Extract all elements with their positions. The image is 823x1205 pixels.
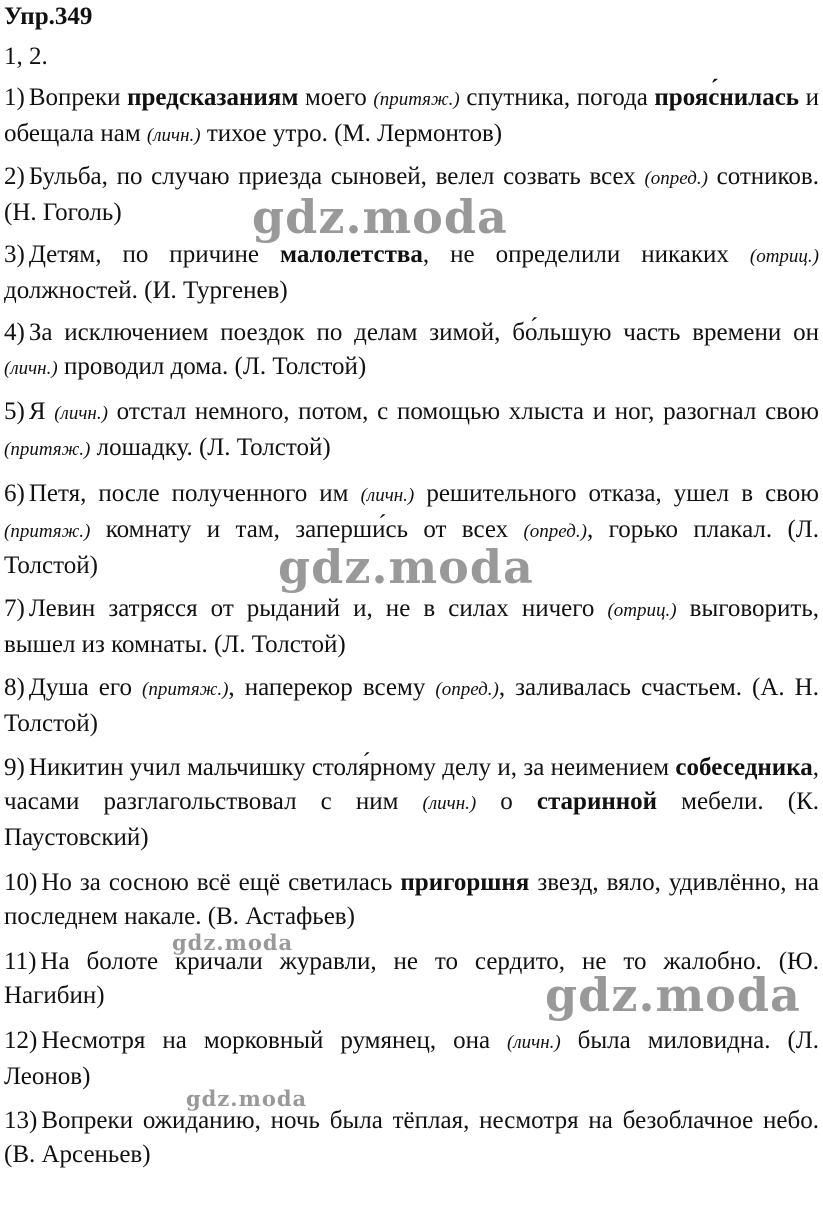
watermark-logo: gdz.moda xyxy=(252,190,508,244)
text: Вопреки ожиданию, ночь была тёплая, несмотря на безоблачное небо. (В. Арсеньев) xyxy=(4,1107,819,1168)
text: , не определили никаких xyxy=(422,241,750,268)
pronoun-note: (притяж.) xyxy=(4,439,91,460)
sentence-number: 12) xyxy=(4,1027,38,1054)
sentence-8 xyxy=(4,671,819,741)
sentence-13 xyxy=(4,1104,819,1172)
sentence-number: 3) xyxy=(4,241,25,268)
sentence-number: 6) xyxy=(4,480,25,507)
sentence-number: 1) xyxy=(4,84,25,111)
text: мебели. (К. Паустовский) xyxy=(4,788,820,851)
pronoun-note: (личн.) xyxy=(146,125,201,146)
pronoun-note: (личн.) xyxy=(54,403,108,424)
sentence-number: 2) xyxy=(4,163,25,190)
sentence-number: 13) xyxy=(4,1107,38,1134)
exercise-title: Упр.349 xyxy=(4,3,93,30)
watermark-logo: gdz.moda xyxy=(278,540,534,594)
sentence-1 xyxy=(4,81,819,153)
text: звезд, вяло, удивлённо, на последнем накале. (В. Астафьев) xyxy=(4,869,819,930)
text: Душа его xyxy=(28,674,143,701)
sentence-10 xyxy=(4,866,819,934)
sentence-3 xyxy=(4,238,819,308)
sentence-7 xyxy=(4,592,819,662)
pronoun-note: (личн.) xyxy=(422,793,477,814)
text: На болоте кричали журавли, не то сердито, не то жалобно. (Ю. Нагибин) xyxy=(4,948,819,1009)
sentence-number: 11) xyxy=(4,948,37,975)
text: и обещала нам xyxy=(4,84,819,147)
bold-word: пригоршня xyxy=(400,869,530,896)
text: отстал немного, потом, с помощью хлыста и ног, разогнал свою xyxy=(107,398,819,425)
sentence-5 xyxy=(4,395,819,467)
text: Детям, по причине xyxy=(28,241,280,268)
pronoun-note: (опред.) xyxy=(523,521,587,542)
text: спутника, погода xyxy=(459,84,655,111)
sentence-2 xyxy=(4,160,819,230)
sentence-11 xyxy=(4,945,819,1013)
text: , часами разглагольствовал с ним xyxy=(4,754,819,815)
text: Я xyxy=(28,398,55,425)
sentence-12 xyxy=(4,1024,819,1094)
text: была миловидна. (Л. Леонов) xyxy=(4,1027,820,1090)
sentence-4 xyxy=(4,316,819,386)
text: о xyxy=(476,788,537,815)
watermark-logo: gdz.moda xyxy=(172,930,294,955)
pronoun-note: (опред.) xyxy=(644,168,708,189)
bold-word: предсказаниям xyxy=(127,84,299,111)
pronoun-note: (притяж.) xyxy=(142,679,229,700)
exercise-subtitle: 1, 2. xyxy=(4,43,48,70)
sentence-number: 10) xyxy=(4,869,38,896)
text: , заливалась счастьем. (А. Н. Толстой) xyxy=(4,674,819,737)
bold-word: малолетства xyxy=(280,241,423,268)
pronoun-note: (притяж.) xyxy=(4,521,91,542)
bold-word: прояс ´нилась xyxy=(654,84,799,111)
sentence-6 xyxy=(4,477,819,583)
text: проводил дома. (Л. Толстой) xyxy=(57,353,367,380)
watermark-logo: gdz.moda xyxy=(186,1086,308,1111)
text: комнату и там, заперши́сь от всех xyxy=(90,516,524,543)
text: Вопреки xyxy=(28,84,128,111)
watermark-logo: gdz.moda xyxy=(545,968,801,1022)
text: Несмотря на морковный румянец, она xyxy=(41,1027,508,1054)
text: решительного отказа, ушел в свою xyxy=(414,480,819,507)
text: тихое утро. (М. Лермонтов) xyxy=(200,120,503,147)
text: Левин затрясся от рыданий и, не в силах ничего xyxy=(28,595,608,622)
text: , наперекор всему xyxy=(228,674,436,701)
pronoun-note: (опред.) xyxy=(435,679,499,700)
pronoun-note: (притяж.) xyxy=(373,89,460,110)
text: , горько плакал. (Л. Толстой) xyxy=(4,516,819,579)
sentence-9 xyxy=(4,751,819,855)
text: лошадку. (Л. Толстой) xyxy=(90,434,331,461)
text: Бульба, по случаю приезда сыновей, велел созвать всех xyxy=(28,163,645,190)
pronoun-note: (личн.) xyxy=(360,485,415,506)
text: моего xyxy=(298,84,374,111)
sentence-number: 5) xyxy=(4,398,25,425)
bold-word: старинной xyxy=(536,788,658,815)
pronoun-note: (личн.) xyxy=(4,358,58,379)
sentence-number: 9) xyxy=(4,754,25,781)
pronoun-note: (отриц.) xyxy=(749,246,820,267)
bold-word: собеседника xyxy=(675,754,813,781)
sentence-number: 4) xyxy=(4,319,25,346)
text: сотников. (Н. Гоголь) xyxy=(4,163,819,226)
text: выговорить, вышел из комнаты. (Л. Толстой) xyxy=(4,595,819,658)
sentence-number: 7) xyxy=(4,595,25,622)
pronoun-note: (отриц.) xyxy=(607,600,677,621)
pronoun-note: (личн.) xyxy=(507,1032,561,1053)
text: Петя, после полученного им xyxy=(28,480,361,507)
text: должностей. (И. Тургенев) xyxy=(4,277,288,304)
sentence-number: 8) xyxy=(4,674,25,701)
text: Никитин учил мальчишку столя́рному делу и, за неимением xyxy=(28,754,676,781)
text: Но за сосною всё ещё светилась xyxy=(41,869,401,896)
text: За исключением поездок по делам зимой, бо́льшую часть времени он xyxy=(28,319,819,346)
